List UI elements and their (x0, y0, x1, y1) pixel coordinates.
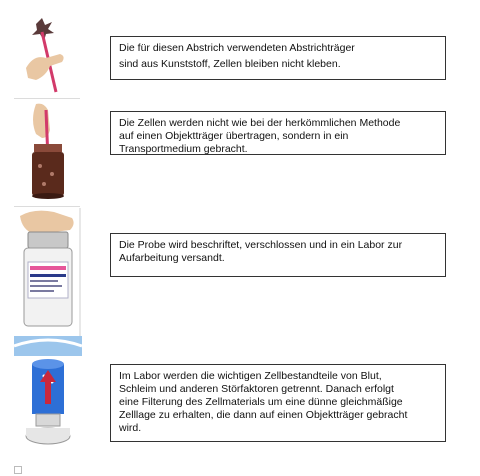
image-divider (14, 206, 80, 207)
filter-processor-icon (14, 336, 84, 452)
image-divider (14, 98, 80, 99)
step-3-text: Die Probe wird beschriftet, verschlossen und in ein Labor zur Aufarbeitung versandt. (110, 233, 446, 277)
step-4-image (14, 336, 84, 452)
step-1-image (14, 14, 84, 96)
labeled-specimen-jar-icon (14, 208, 84, 336)
step-2-text: Die Zellen werden nicht wie bei der herkömmlichen Methode auf einen Objektträger übertragen, sondern in ein Transportmedium gebracht. (110, 111, 446, 155)
step-4-text: Im Labor werden die wichtigen Zellbestandteile von Blut, Schleim und anderen Störfaktoren getrennt. Danach erfolgt eine Filterung des Zellmaterials um eine dünne gleichmäßige Zelllage zu erhalten, die dann auf einen Objektträger gebracht wird. (110, 364, 446, 442)
step-1-text: Die für diesen Abstrich verwendeten Abstrichträger sind aus Kunststoff, Zellen bleiben nicht kleben. (110, 36, 446, 80)
step-3-image (14, 208, 84, 336)
corner-marker (14, 466, 22, 474)
transport-vial-icon (14, 100, 84, 204)
step-2-image (14, 100, 84, 204)
swab-icon (14, 14, 84, 96)
